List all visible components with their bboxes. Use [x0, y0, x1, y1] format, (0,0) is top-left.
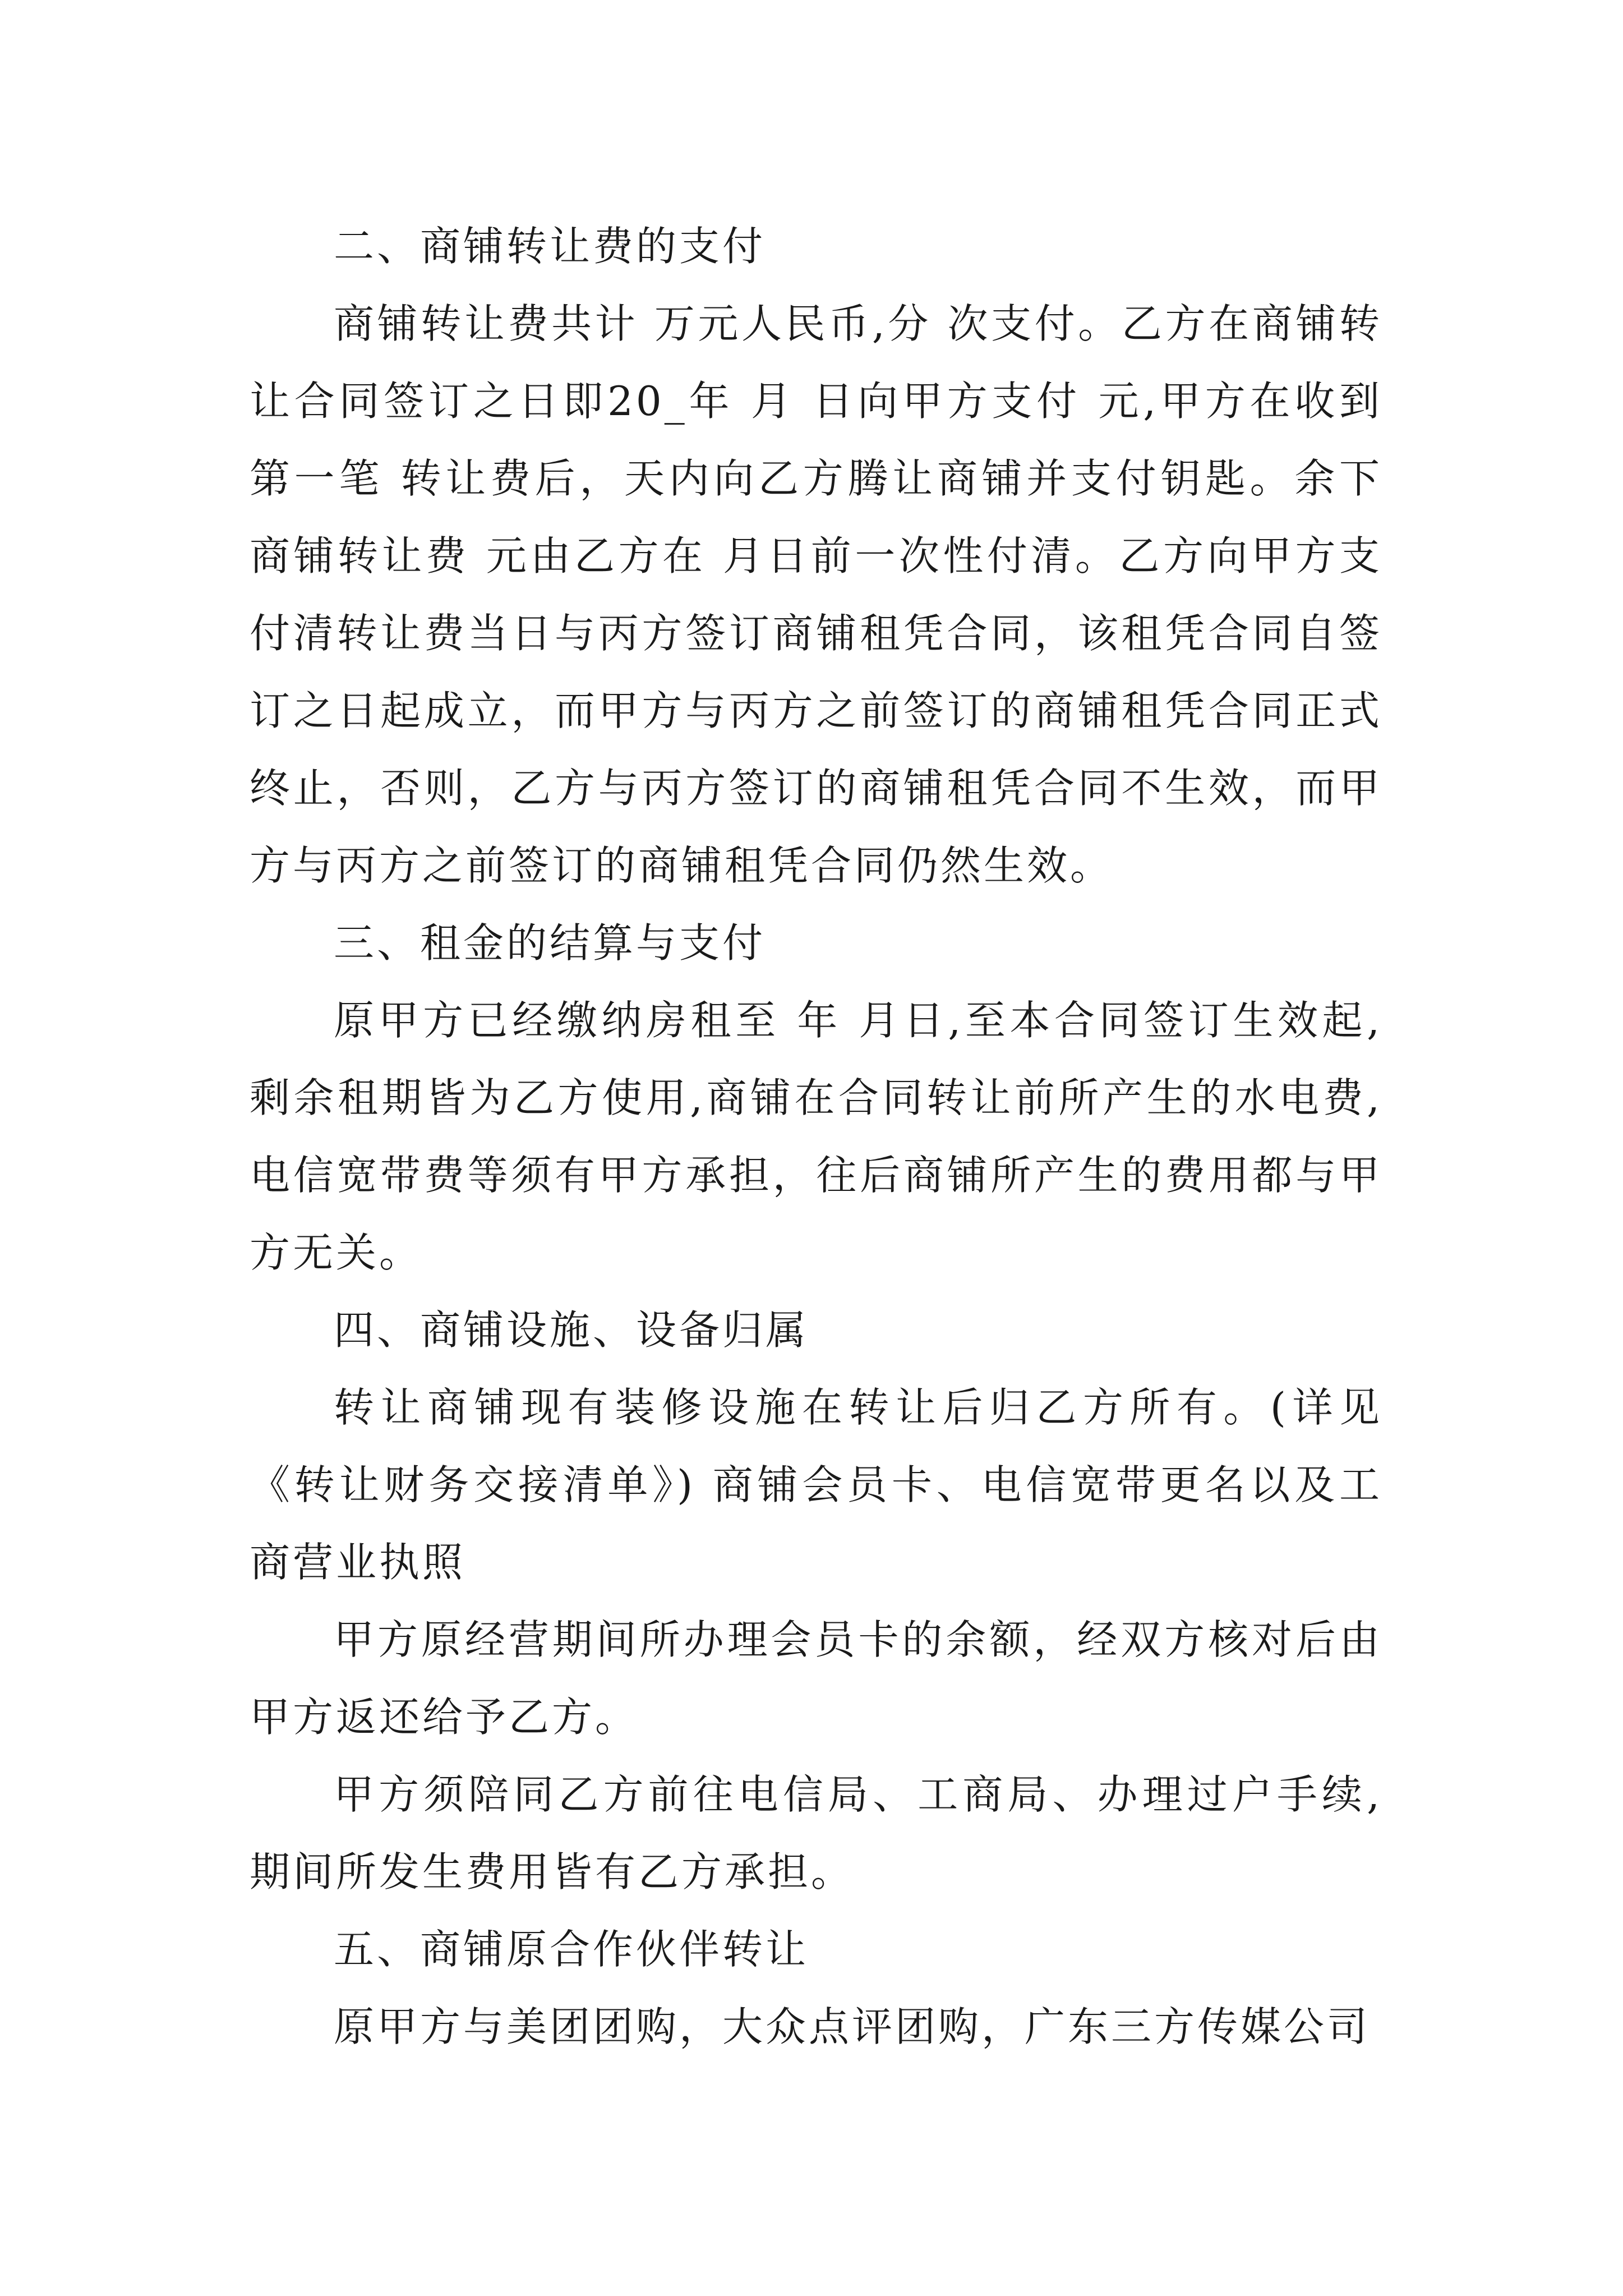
document-body	[250, 208, 1382, 2065]
section-heading-transfer-fee: 二、商铺转让费的支付	[334, 223, 766, 270]
section-heading-facilities: 四、商铺设施、设备归属	[334, 1306, 809, 1354]
section-heading-rent-settlement: 三、租金的结算与支付	[334, 919, 766, 967]
section-heading-partners: 五、商铺原合作伙伴转让	[334, 1926, 809, 1973]
paragraph-partners: 原甲方与美团团购，大众点评团购，广东三方传媒公司	[334, 2003, 1371, 2050]
paragraph-member-card-balance: 甲方原经营期间所办理会员卡的余额，经双方核对后由甲方返还给予乙方。	[250, 1616, 1382, 1741]
paragraph-transfer-procedures: 甲方须陪同乙方前往电信局、工商局、办理过户手续,期间所发生费用皆有乙方承担。	[250, 1771, 1382, 1895]
paragraph-rent-settlement: 原甲方已经缴纳房租至 年 月日,至本合同签订生效起,剩余租期皆为乙方使用,商铺在合同转让前所产生的水电费,电信宽带费等须有甲方承担，往后商铺所产生的费用都与甲方无关。	[250, 997, 1382, 1276]
paragraph-facilities: 转让商铺现有装修设施在转让后归乙方所有。(详见《转让财务交接清单》) 商铺会员卡、电信宽带更名以及工商营业执照	[250, 1384, 1382, 1586]
paragraph-transfer-fee-payment: 商铺转让费共计 万元人民币,分 次支付。乙方在商铺转让合同签订之日即20_年 月 日向甲方支付 元,甲方在收到第一笔 转让费后，天内向乙方腾让商铺并支付钥匙。余下商铺转让费 元由乙方在 月日前一次性付清。乙方向甲方支付清转让费当日与丙方签订商铺租凭合同，该租凭合同自签订之日起成立，而甲方与丙方之前签订的商铺租凭合同正式终止，否则，乙方与丙方签订的商铺租凭合同不生效，而甲方与丙方之前签订的商铺租凭合同仍然生效。	[250, 300, 1382, 889]
